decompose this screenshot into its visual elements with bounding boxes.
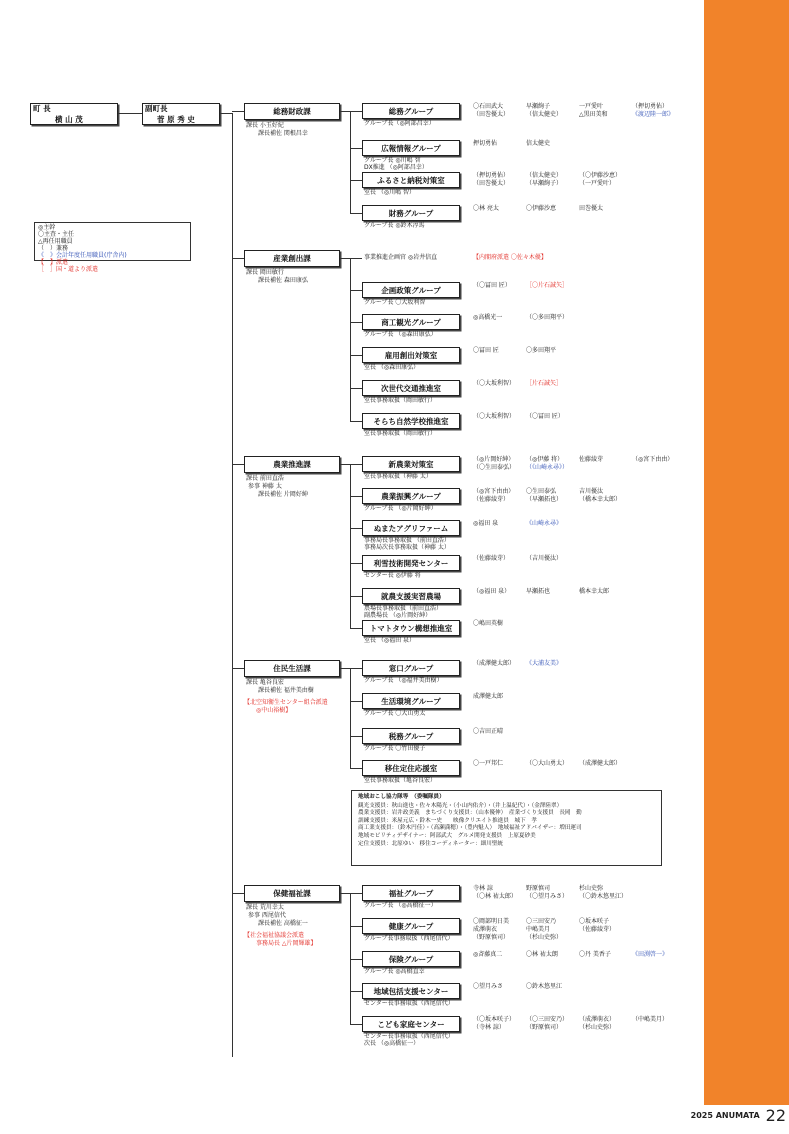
dept-dispatch: 【社会福祉協議会派遣 — [244, 932, 305, 939]
group-leader: グループ長 （◎高橋征一） — [364, 902, 437, 909]
sidebar — [704, 0, 789, 1105]
dept-sub: 課長補佐 森田康弘 — [258, 277, 308, 284]
legend-item: ［ ］国・道より派遣 — [38, 266, 99, 273]
group-leader: 室長事務取扱（岡田敏行） — [364, 397, 437, 404]
dept-box-somu: 総務財政課 — [244, 103, 340, 120]
kyoryoku-line: 農業支援員：岩井政美義 まちづくり支援員：（山本優伸） 産業づくり支援員 長岡 勤 — [358, 810, 582, 817]
staff-name: ◎斉藤真二 — [473, 951, 503, 958]
connector-line — [350, 464, 362, 465]
dept-head: 課長 小玉好紀 — [246, 122, 284, 129]
staff-name: （〇望月みさ） — [526, 893, 569, 900]
group-box-jisedai: 次世代交通推進室 — [362, 380, 460, 396]
connector-line — [340, 668, 350, 669]
connector-line — [350, 180, 362, 181]
staff-name: 杉山史弥 — [579, 885, 604, 892]
connector-line — [350, 768, 362, 769]
group-box-shoko: 商工観光グループ — [362, 314, 460, 330]
connector-line — [350, 111, 351, 213]
mayor-name: 横 山 茂 — [55, 115, 83, 124]
dept-sub: 参事 神藤 太 — [248, 483, 282, 490]
staff-name: （橋本幸太郎） — [579, 496, 622, 503]
staff-name: （◎伊藤 将） — [526, 456, 564, 463]
staff-part-time: 《渡辺陸一郎》 — [632, 111, 675, 118]
footer-year: 2025 ANUMATA — [690, 1110, 760, 1120]
group-leader: 室長 （◎福田 泉） — [364, 637, 416, 644]
staff-name: 寺林 諒 — [473, 885, 493, 892]
group-box-fukushi: 福祉グループ — [362, 885, 460, 901]
group-box-koho: 広報情報グループ — [362, 140, 460, 156]
staff-name: （信太健史） — [526, 111, 563, 118]
staff-name: 田巻優太 — [579, 205, 604, 212]
group-leader: グループ長 （◎片岡好紳） — [364, 505, 437, 512]
staff-name: （〇坂本咲子） — [473, 1016, 516, 1023]
kyoryoku-line: 定住支援員：北原ゆい 移住コーディネーター：細川聖統 — [358, 840, 503, 847]
group-box-koyo: 雇用創出対策室 — [362, 347, 460, 363]
group-box-somu_g: 総務グループ — [362, 103, 460, 119]
staff-name: （佐藤綾芽） — [473, 496, 510, 503]
legend-item: 【 】派遣 — [38, 259, 69, 266]
staff-name: （早瀬拓也） — [526, 496, 563, 503]
staff-name: （〇大坂利智） — [473, 413, 516, 420]
connector-line — [340, 893, 350, 894]
dept-box-sangyo: 産業創出課 — [244, 250, 340, 267]
deputy-title: 副町長 — [145, 104, 168, 113]
staff-name: （杉山史弥） — [579, 1024, 616, 1031]
group-box-madoguchi: 窓口グループ — [362, 660, 460, 676]
connector-line — [350, 148, 362, 149]
connector-line — [350, 926, 362, 927]
staff-name: （〇林 祐太郎） — [473, 893, 517, 900]
staff-name: （田巻優太） — [473, 111, 510, 118]
staff-name: 野原慎司 — [526, 885, 551, 892]
staff-name: 〇林 祐太朗 — [526, 951, 558, 958]
staff-name: 中嶋美月 — [526, 926, 551, 933]
group-leader: 農場長事務取扱（前田直浩） — [364, 605, 443, 612]
staff-name: （〇冨田 匠） — [526, 413, 564, 420]
legend-item: （ ）兼務 — [38, 245, 69, 252]
group-leader2: 副農場長 （◎片岡好紳） — [364, 612, 432, 619]
group-box-agri: ぬまたアグリファーム — [362, 520, 460, 536]
staff-name: （佐藤綾芽） — [473, 555, 510, 562]
group-box-shuno: 就農支援実習農場 — [362, 588, 460, 604]
group-leader2: 次長 （◎高橋征一） — [364, 1040, 420, 1047]
group-box-kankyo: 生活環境グループ — [362, 693, 460, 709]
group-leader: グループ長 〇大坂利智 — [364, 299, 426, 306]
staff-name: 〇林 亮太 — [473, 205, 499, 212]
staff-name: （〇冨田 匠） — [473, 282, 511, 289]
connector-line — [350, 355, 362, 356]
staff-name: （押切勇佑） — [473, 172, 510, 179]
staff-name: 〇冨田 匠 — [473, 347, 499, 354]
kyoryoku-title: 地域おこし協力隊等 （委嘱隊員） — [358, 794, 445, 800]
staff-name: 〇伊藤沙恵 — [526, 205, 557, 212]
connector-line — [350, 596, 362, 597]
staff-name: （〇鈴木悠里江） — [579, 893, 628, 900]
staff-part-time: （《山崎永尋》） — [526, 464, 569, 471]
dept-sub: 課長補佐 関根昌幸 — [258, 130, 308, 137]
connector-line — [350, 893, 362, 894]
connector-line — [350, 464, 351, 628]
dept-sub: 参事 西尾信代 — [248, 912, 286, 919]
group-box-zeimu: 税務グループ — [362, 728, 460, 744]
group-box-kikaku: 企画政策グループ — [362, 282, 460, 298]
staff-name: （◎片岡好紳） — [473, 456, 515, 463]
staff-name: 押切勇佑 — [473, 140, 498, 147]
connector-line — [350, 668, 351, 768]
staff-name: （成澤萌衣） — [579, 1016, 616, 1023]
connector-line — [340, 464, 350, 465]
staff-name: （田巻優太） — [473, 180, 510, 187]
staff-name: （〇大山勇太） — [526, 760, 569, 767]
staff-name: （野原慎司） — [473, 934, 510, 941]
staff-name: （◎福田 泉） — [473, 588, 511, 595]
legend-item: △再任用職員 — [38, 238, 73, 245]
group-leader: グループ長事務取扱（西尾信代） — [364, 935, 454, 942]
staff-part-time: 《大浦友美》 — [526, 660, 563, 667]
group-leader: グループ長 ◎川嶋 智 — [364, 157, 421, 164]
staff-part-time: 《山崎永尋》 — [526, 520, 563, 527]
connector-line — [350, 1024, 362, 1025]
connector-line — [232, 668, 244, 669]
staff-name: ◎福田 泉 — [473, 520, 499, 527]
group-box-sorachi: そらち自然学校推進室 — [362, 413, 460, 429]
group-box-kenko: 健康グループ — [362, 918, 460, 934]
connector-line — [350, 563, 362, 564]
group-leader: グループ長 （◎福井美由樹） — [364, 677, 443, 684]
staff-name: （◎宮下由由） — [473, 488, 515, 495]
connector-line — [350, 959, 362, 960]
connector-line — [350, 111, 362, 112]
group-leader: 室長 （◎川嶋 智） — [364, 189, 416, 196]
dept-dispatch2: ◎中山裕樹】 — [256, 707, 292, 714]
connector-line — [232, 893, 244, 894]
connector-line — [350, 991, 362, 992]
group-box-chiiki: 地域包括支援センター — [362, 983, 460, 999]
staff-name: （〇三田安乃） — [526, 1016, 569, 1023]
connector-line — [350, 496, 362, 497]
dept-sub2: 課長補佐 片岡好紳 — [258, 491, 308, 498]
legend-item: 《 》会計年度任用職員(庁舎内) — [38, 252, 127, 259]
staff-name: 〇多田翔平 — [526, 347, 557, 354]
staff-name: （寺林 諒） — [473, 1024, 505, 1031]
connector-line — [350, 421, 362, 422]
staff-name: （信太健史） — [526, 172, 563, 179]
group-dispatch: 【内閣府派遣 〇佐々木優】 — [473, 254, 547, 261]
group-box-zaimu: 財務グループ — [362, 205, 460, 221]
staff-name: 早瀬絢子 — [526, 103, 551, 110]
group-box-tomato: トマトタウン構想推進室 — [362, 620, 460, 636]
group-box-iju: 移住定住応援室 — [362, 760, 460, 776]
staff-name: 〇鈴木悠里江 — [526, 983, 563, 990]
connector-line — [350, 701, 362, 702]
group-leader: グループ長 〇竹田優子 — [364, 745, 426, 752]
staff-name: （成澤健太郎） — [579, 760, 622, 767]
staff-part-time: 《田渕啓一》 — [632, 951, 669, 958]
staff-name: （吉川優汰） — [526, 555, 563, 562]
staff-name: （杉山史弥） — [526, 934, 563, 941]
staff-name: 〇吉田正晴 — [473, 728, 504, 735]
page-number: 22 — [765, 1105, 786, 1125]
connector-line — [350, 290, 362, 291]
staff-name: 〇丹 美香子 — [579, 951, 611, 958]
footer — [676, 1103, 786, 1127]
group-box-rice: 利雪技術開発センター — [362, 555, 460, 571]
connector-line — [350, 213, 362, 214]
staff-name: ◎高橋光一 — [473, 314, 503, 321]
kyoryoku-tai-box — [351, 790, 662, 866]
connector-line — [340, 258, 350, 259]
staff-name: （中嶋美月） — [632, 1016, 669, 1023]
staff-name: （〇生田泰弘） — [473, 464, 516, 471]
group-leader: 室長 （◎森田康弘） — [364, 364, 420, 371]
group-leader: グループ長 ◎高橋直幸 — [364, 968, 425, 975]
group-box-shinko: 農業振興グループ — [362, 488, 460, 504]
mayor-box — [30, 103, 118, 125]
dept-head: 課長 荒川幸太 — [246, 904, 284, 911]
deputy-mayor-box — [142, 103, 220, 125]
staff-name: （〇大坂利智） — [473, 380, 516, 387]
staff-name: 〇生田泰弘 — [526, 488, 557, 495]
group-leader: センター長 ◎伊藤 将 — [364, 572, 421, 579]
connector-line — [232, 258, 244, 259]
group-leader: グループ長 ◎鈴木淳馬 — [364, 222, 425, 229]
staff-name: 〇岡部明日美 — [473, 918, 510, 925]
group-leader: 室長事務取扱（神藤 太） — [364, 473, 432, 480]
staff-name: 成澤萌衣 — [473, 926, 498, 933]
deputy-name: 菅 原 秀 史 — [157, 115, 195, 124]
group-leader: センター長事務取扱（西尾信代） — [364, 1033, 454, 1040]
staff-name: （◎宮下由由） — [632, 456, 674, 463]
dept-dispatch: 【北空知衛生センター組合派遣 — [244, 699, 328, 706]
staff-name: 一戸愛叶 — [579, 103, 604, 110]
group-leader: グループ長 〇大山勇太 — [364, 710, 426, 717]
kyoryoku-line: 地域モビリティデザイナー：阿部武大 グルメ開発支援員 上原夏砂美 — [358, 832, 536, 839]
kyoryoku-line: 観光支援員：秋山進也・佐々木陽光・（小山内佑介）・（井上温紀代）・（金澤陸翠） — [358, 802, 563, 809]
staff-name: （一戸愛叶） — [579, 180, 616, 187]
staff-name: 信太健史 — [526, 140, 551, 147]
dept-head: 課長 亀谷良宏 — [246, 679, 284, 686]
staff-name: （野原慎司） — [526, 1024, 563, 1031]
staff-name: △黒田美和 — [579, 111, 608, 118]
group-label-jigyo: 事業推進企画官 ◎岩井信直 — [364, 254, 438, 261]
staff-name: （佐藤綾芽） — [579, 926, 616, 933]
connector-line — [350, 258, 351, 421]
dept-head: 課長 前田直浩 — [246, 475, 284, 482]
staff-name: 〇石田武大 — [473, 103, 504, 110]
staff-name: 〇坂本咲子 — [579, 918, 610, 925]
staff-name: （早瀬絢子） — [526, 180, 563, 187]
dept-sub: 課長補佐 福井美由樹 — [258, 687, 314, 694]
kyoryoku-line: 商工業支援員：（鈴木円佳）・（高瀬満穂）・（豊内魁人） 地域福祉アドバイザー：増田運司 — [358, 825, 582, 832]
group-leader: 室長事務取扱（亀谷良宏） — [364, 777, 437, 784]
connector-line — [350, 628, 362, 629]
connector-line — [340, 111, 350, 112]
legend — [34, 222, 191, 273]
staff-name: 佐藤綾芽 — [579, 456, 604, 463]
connector-line — [350, 528, 362, 529]
connector-line — [232, 111, 244, 112]
dept-head: 課長 岡田敏行 — [246, 269, 284, 276]
group-leader: グループ長（◎阿部昌幸） — [364, 120, 435, 127]
group-box-furusato: ふるさと納税対策室 — [362, 172, 460, 188]
dept-dispatch2: 事務局長 △片岡輝雄】 — [256, 940, 317, 947]
connector-line — [232, 464, 244, 465]
staff-name: 〇一戸邦仁 — [473, 760, 504, 767]
group-box-shinnogyo: 新農業対策室 — [362, 456, 460, 472]
staff-dispatch: ［〇片石誠矢］ — [526, 282, 569, 289]
staff-name: （〇伊藤沙恵） — [579, 172, 622, 179]
group-leader2: 事務局次長事務取扱（神藤 太） — [364, 544, 450, 551]
dept-box-nogyo: 農業推進課 — [244, 456, 340, 473]
kyoryoku-line: 訓練支援員：米屋元広・鈴木一史 映像クリエイト推進員 城下 孝 — [358, 817, 537, 824]
staff-name: 橋本幸太郎 — [579, 588, 610, 595]
connector-line — [350, 736, 362, 737]
staff-name: 吉川優汰 — [579, 488, 604, 495]
kyoryoku-lines — [358, 803, 655, 849]
legend-item: 〇主査・主任 — [38, 231, 75, 238]
staff-name: （成澤健太郎） — [473, 660, 516, 667]
staff-name: 〇望月みさ — [473, 983, 504, 990]
legend-item: ◎主幹 — [38, 224, 56, 231]
group-leader: センター長事務取扱（西尾信代） — [364, 1000, 454, 1007]
connector-line — [350, 258, 362, 259]
staff-name: 〇三田安乃 — [526, 918, 557, 925]
connector-line — [350, 388, 362, 389]
staff-name: （押切勇佑） — [632, 103, 669, 110]
group-leader: グループ長 （◎森田康弘） — [364, 331, 437, 338]
mayor-title: 町 長 — [33, 104, 51, 113]
dept-box-hoken: 保健福祉課 — [244, 885, 340, 902]
connector-line — [350, 322, 362, 323]
connector-line — [350, 668, 362, 669]
staff-name: 早瀬拓也 — [526, 588, 551, 595]
staff-dispatch: ［片石誠矢］ — [526, 380, 563, 387]
staff-name: （〇多田翔平） — [526, 314, 569, 321]
group-leader2: DX推進 （◎阿部昌幸） — [364, 164, 428, 171]
dept-sub2: 課長補佐 高橋征一 — [258, 920, 308, 927]
group-leader: 室長事務取扱（岡田敏行） — [364, 430, 437, 437]
staff-name: 成澤健太郎 — [473, 693, 504, 700]
group-box-kodomo: こども家庭センター — [362, 1016, 460, 1032]
dept-box-jumin: 住民生活課 — [244, 660, 340, 677]
group-leader: 事務局長事務取扱 （前田直浩） — [364, 537, 450, 544]
staff-name: 〇嶋田英樹 — [473, 620, 504, 627]
group-box-hoken_g: 保険グループ — [362, 951, 460, 967]
